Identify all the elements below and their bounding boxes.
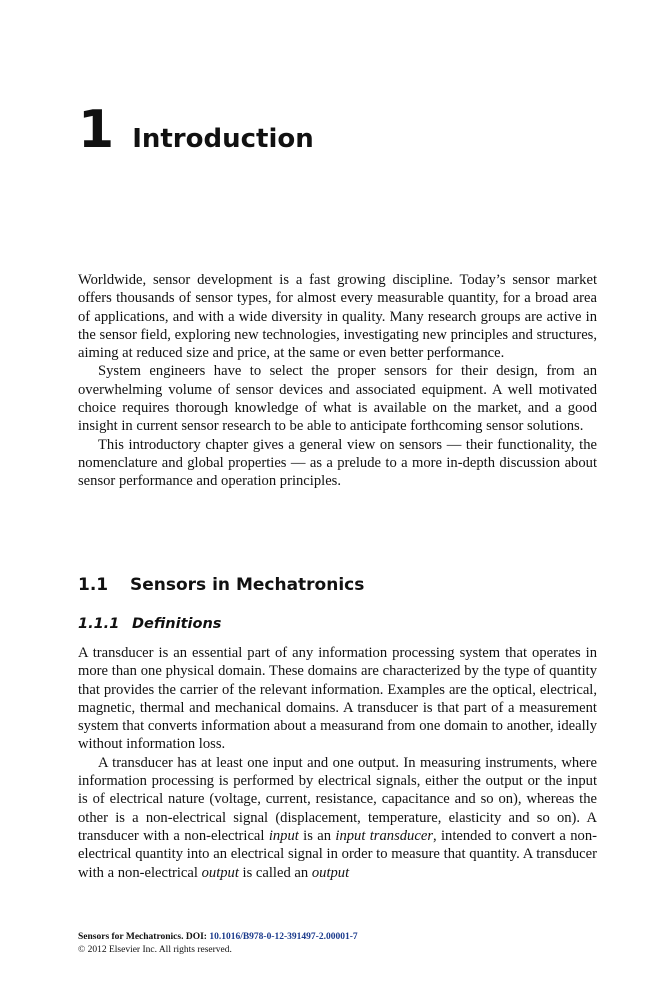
chapter-title: Introduction (132, 124, 314, 154)
footer-citation (78, 931, 358, 944)
footer-book: Sensors for Mechatronics. DOI: (78, 932, 210, 942)
subsection-title: Definitions (132, 616, 222, 632)
footer-copyright: © 2012 Elsevier Inc. All rights reserved. (78, 945, 232, 955)
text-run: is an (298, 827, 336, 844)
text-run: , intended to convert a non-electrical quantity into an electrical signal in order to measure that quantity. A transducer with a non-electrical (78, 827, 597, 881)
emphasis-output-2: output (311, 864, 350, 881)
emphasis-output: output (201, 864, 239, 881)
chapter-number: 1 (78, 100, 115, 160)
intro-paragraph-1: Worldwide, sensor development is a fast growing discipline. Today’s sensor market offers thousands of sensor types, for almost every measurable quantity, for a broad area of applications, and with a wide diversity in quality. Many research groups are active in the sensor field, exploring new technologies, investigating new principles and structures, aiming at reduced size and price, at the same or even better performance. (78, 272, 597, 362)
section-heading (78, 575, 364, 595)
definitions-paragraph-2 (78, 754, 597, 882)
chapter-heading (78, 100, 314, 160)
section-number: 1.1 (78, 575, 109, 595)
intro-text (78, 271, 597, 491)
intro-paragraph-2: System engineers have to select the proper sensors for their design, from an overwhelming volume of sensor devices and associated equipment. A well motivated choice requires thorough knowledge of what is available on the market, and a good insight in current sensor research to be able to anticipate forthcoming sensor solutions. (78, 363, 597, 435)
definitions-paragraph-1: A transducer is an essential part of any information processing system that operates in more than one physical domain. These domains are characterized by the type of quantity that provides the carrier of the relevant information. Examples are the optical, electrical, magnetic, thermal and mechanical domains. A transducer is that part of a measurement system that converts information about a measurand from one domain to another, ideally without information loss. (78, 645, 597, 753)
subsection-heading (78, 616, 221, 632)
doi-link[interactable]: 10.1016/B978-0-12-391497-2.00001-7 (209, 932, 358, 942)
definitions-text (78, 644, 597, 882)
page-footer (78, 931, 358, 957)
subsection-number: 1.1.1 (78, 616, 120, 632)
section-title: Sensors in Mechatronics (130, 575, 365, 595)
emphasis-input: input (268, 827, 299, 844)
text-run: is called an (238, 864, 312, 881)
text-run: A transducer has at least one input and one output. In measuring instruments, where information processing is performed by electrical signals, either the output or the input is of electrical nature (voltage, current, resistance, capacitance and so on), whereas the other is a non-electrical signal (displacement, temperature, elasticity and so on). A transducer with a non-electrical (78, 754, 597, 844)
emphasis-input-transducer: input transducer (335, 827, 433, 844)
intro-paragraph-3: This introductory chapter gives a general view on sensors — their functionality, the nomenclature and global properties — as a prelude to a more in-depth discussion about sensor performance and operation principles. (78, 436, 597, 490)
